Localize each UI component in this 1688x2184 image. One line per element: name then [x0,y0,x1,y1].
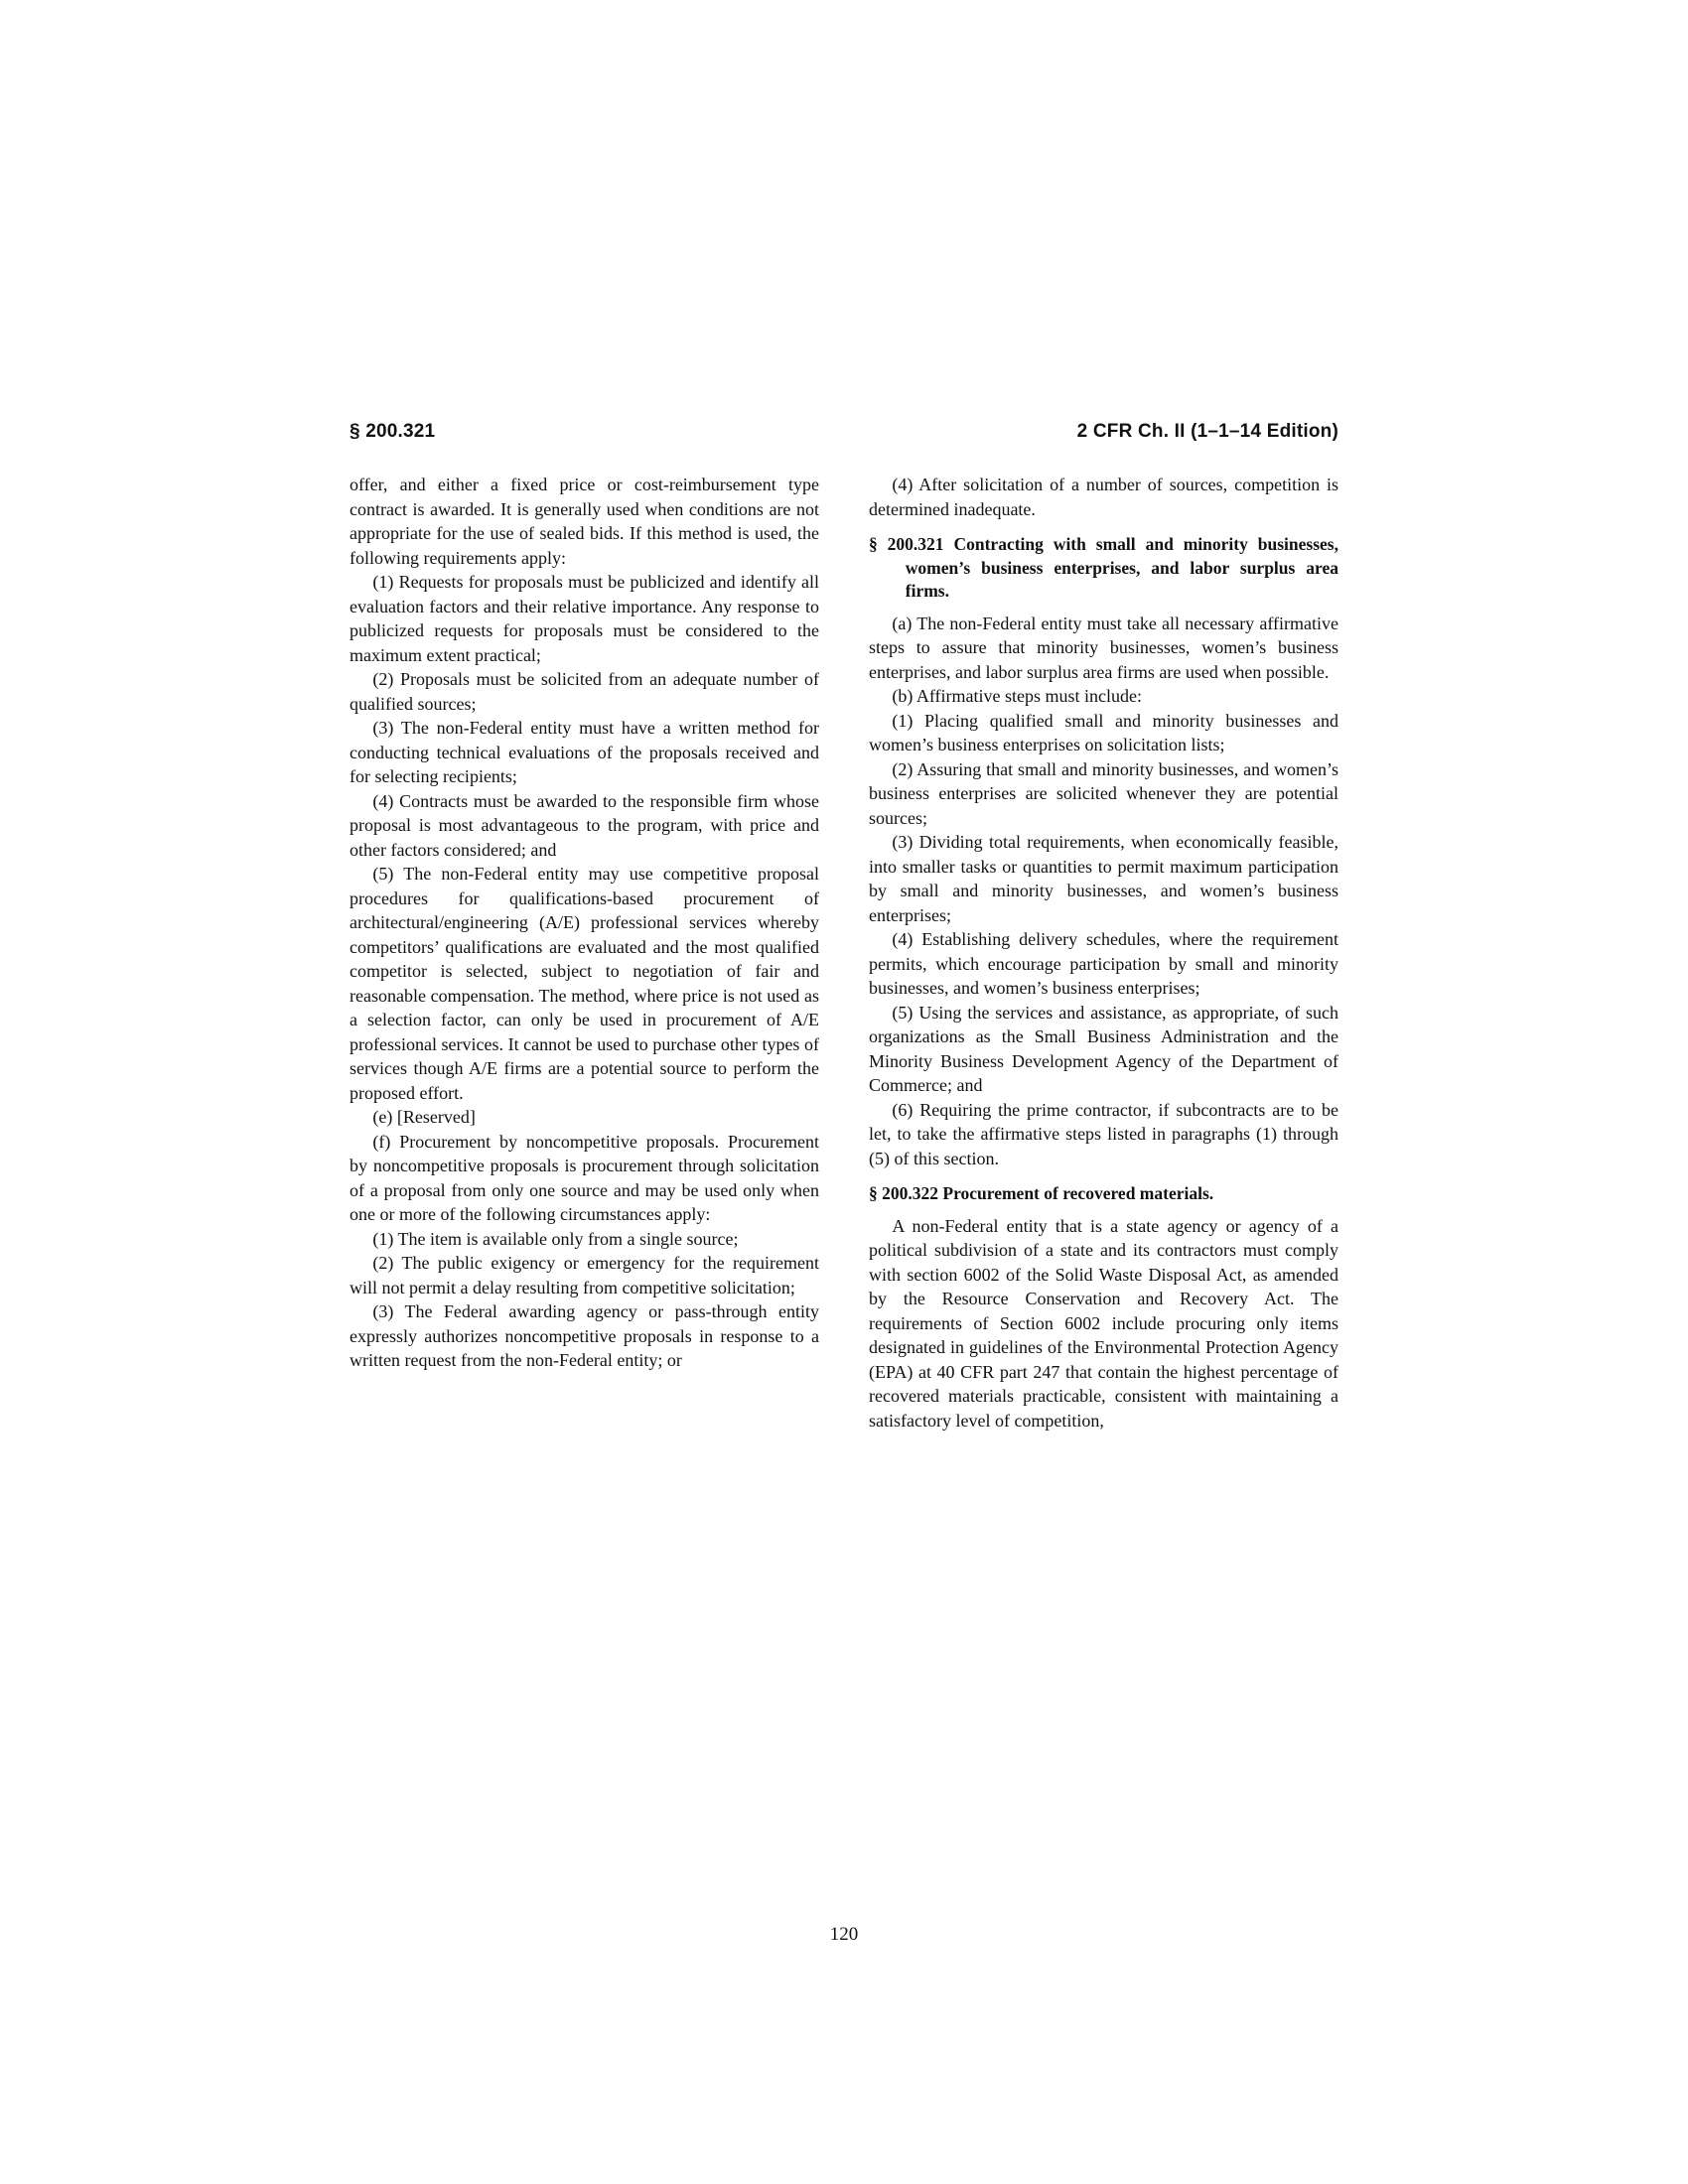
header-section-number: § 200.321 [350,421,436,442]
paragraph: (5) The non-Federal entity may use competitive proposal procedures for qualifications-based procurement of architectural/engineering (A/E) professional services whereby competitors’ qualifications are evaluated and the most qualified competitor is selected, subject to negotiation of fair and reasonable compensation. The method, where price is not used as a selection factor, can only be used in procurement of A/E professional services. It cannot be used to purchase other types of services though A/E firms are a potential source to perform the proposed effort. [350,864,819,1103]
paragraph: (2) Proposals must be solicited from an adequate number of qualified sources; [350,669,819,714]
paragraph: (6) Requiring the prime contractor, if subcontracts are to be let, to take the affirmative steps listed in paragraphs (1) through (5) of this section. [869,1099,1338,1168]
paragraph: (4) Establishing delivery schedules, where the requirement permits, which encourage participation by small and minority businesses, and women’s business enterprises; [869,929,1338,998]
paragraph: (2) Assuring that small and minority businesses, and women’s business enterprises are solicited whenever they are potential sources; [869,758,1338,828]
paragraph: (f) Procurement by noncompetitive proposals. Procurement by noncompetitive proposals is procurement through solicitation of a proposal from only one source and may be used only when one or more of the following circumstances apply: [350,1131,819,1224]
text-columns [350,473,1338,1433]
left-column [350,473,819,1433]
header-edition-title: 2 CFR Ch. II (1–1–14 Edition) [1076,421,1338,442]
running-head [350,421,1338,443]
section-heading: § 200.321 Contracting with small and minority businesses, women’s business enterprises, and labor surplus area firms. [869,534,1338,601]
right-column [869,473,1338,1433]
paragraph: (3) Dividing total requirements, when economically feasible, into smaller tasks or quantities to permit maximum participation by small and minority businesses, and women’s business enterprises; [869,832,1338,925]
paragraph: (3) The non-Federal entity must have a written method for conducting technical evaluations of the proposals received and for selecting recipients; [350,718,819,786]
paragraph: (2) The public exigency or emergency for the requirement will not permit a delay resulting from competitive solicitation; [350,1253,819,1297]
section-heading: § 200.322 Procurement of recovered materials. [869,1183,1214,1203]
paragraph: (4) After solicitation of a number of sources, competition is determined inadequate. [869,475,1338,519]
paragraph: (a) The non-Federal entity must take all necessary affirmative steps to assure that minority businesses, women’s business enterprises, and labor surplus area firms are used when possible. [869,613,1338,682]
paragraph: (1) Placing qualified small and minority businesses and women’s business enterprises on solicitation lists; [869,710,1338,754]
paragraph: (3) The Federal awarding agency or pass-through entity expressly authorizes noncompetitive proposals in response to a written request from the non-Federal entity; or [350,1301,819,1370]
page-footer [0,1924,1688,1946]
paragraph: (5) Using the services and assistance, as appropriate, of such organizations as the Small Business Administration and the Minority Business Development Agency of the Department of Commerce; and [869,1002,1338,1095]
paragraph: (e) [Reserved] [372,1107,476,1127]
paragraph: (4) Contracts must be awarded to the responsible firm whose proposal is most advantageous to the program, with price and other factors considered; and [350,790,819,860]
paragraph: (1) The item is available only from a single source; [372,1228,739,1249]
paragraph: (1) Requests for proposals must be publicized and identify all evaluation factors and their relative importance. Any response to publicized requests for proposals must be considered to the maximum extent practical; [350,572,819,665]
paragraph: offer, and either a fixed price or cost-reimbursement type contract is awarded. It is generally used when conditions are not appropriate for the use of sealed bids. If this method is used, the following requirements apply: [350,475,819,568]
page-number: 120 [829,1924,859,1945]
paragraph: A non-Federal entity that is a state agency or agency of a political subdivision of a state and its contractors must comply with section 6002 of the Solid Waste Disposal Act, as amended by the Resource Conservation and Recovery Act. The requirements of Section 6002 include procuring only items designated in guidelines of the Environmental Protection Agency (EPA) at 40 CFR part 247 that contain the highest percentage of recovered materials practicable, consistent with maintaining a satisfactory level of competition, [869,1215,1338,1431]
paragraph: (b) Affirmative steps must include: [892,686,1143,706]
